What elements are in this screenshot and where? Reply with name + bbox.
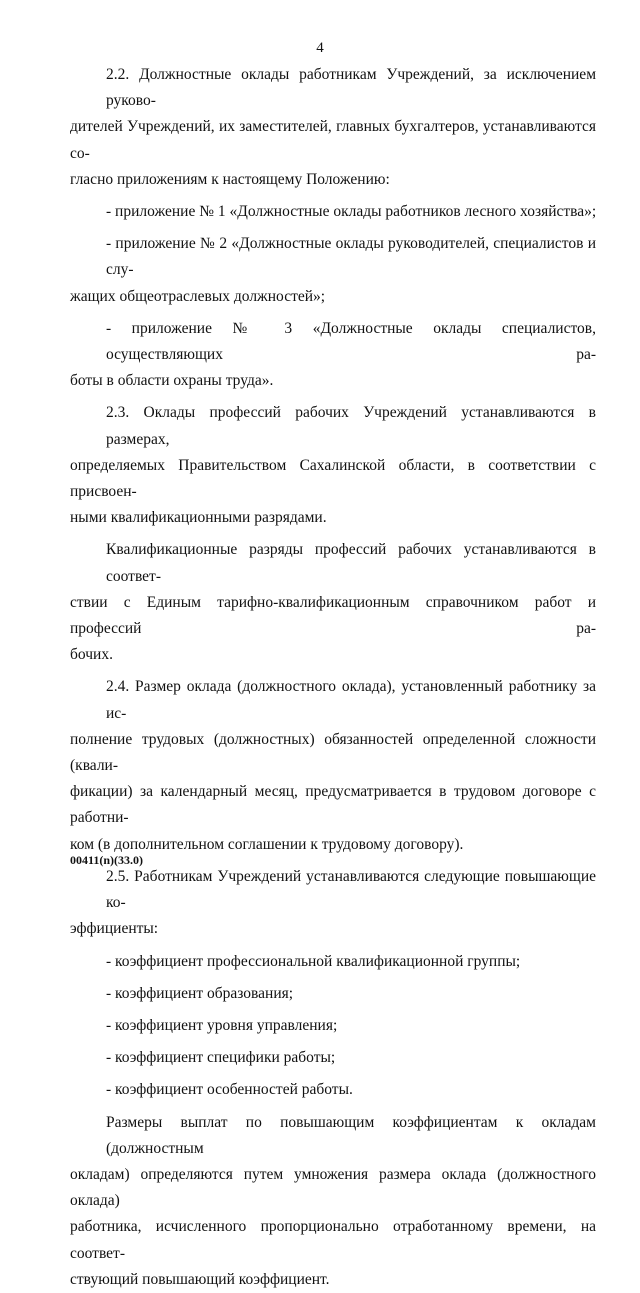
- text-line: ными квалификационными разрядами.: [70, 509, 327, 527]
- text-line: бочих.: [70, 646, 113, 664]
- text-line: - коэффициент уровня управления;: [106, 1016, 338, 1034]
- document-body: [70, 62, 596, 1293]
- text-line: эффициенты:: [70, 920, 159, 938]
- text-line: окладам) определяются путем умножения размера оклада (должностного оклада): [70, 1165, 596, 1210]
- text-line: определяемых Правительством Сахалинской области, в соответствии с присвоен-: [70, 456, 596, 501]
- text-line: дителей Учреждений, их заместителей, главных бухгалтеров, устанавливаются со-: [70, 118, 596, 162]
- text-line: полнение трудовых (должностных) обязанностей определенной сложности (квали-: [70, 730, 596, 775]
- text-line: работника, исчисленного пропорционально отработанному времени, на соответ-: [70, 1218, 596, 1262]
- text-line: ствующий повышающий коэффициент.: [70, 1270, 330, 1288]
- text-line: гласно приложениям к настоящему Положению:: [70, 170, 390, 188]
- text-line: - коэффициент образования;: [106, 984, 294, 1002]
- text-line: ком (в дополнительном соглашении к трудовому договору).: [70, 835, 464, 853]
- text-line: Квалификационные разряды профессий рабочих устанавливаются в соответ-: [106, 541, 596, 585]
- text-line: 2.2. Должностные оклады работникам Учреждений, за исключением руково-: [106, 66, 596, 110]
- text-line: ствии с Единым тарифно-квалификационным справочником работ и профессий ра-: [70, 593, 596, 638]
- text-line: жащих общеотраслевых должностей»;: [70, 287, 326, 305]
- text-line: 2.5. Работникам Учреждений устанавливаются следующие повышающие ко-: [106, 867, 596, 912]
- text-line: 2.4. Размер оклада (должностного оклада), установленный работнику за ис-: [106, 678, 596, 722]
- text-line: боты в области охраны труда».: [70, 372, 274, 390]
- text-line: Размеры выплат по повышающим коэффициентам к окладам (должностным: [106, 1113, 596, 1157]
- text-line: - приложение № 3 «Должностные оклады специалистов, осуществляющих ра-: [106, 319, 596, 364]
- text-line: - коэффициент специфики работы;: [106, 1049, 336, 1067]
- text-line: - коэффициент особенностей работы.: [106, 1081, 353, 1099]
- text-line: 2.3. Оклады профессий рабочих Учреждений устанавливаются в размерах,: [106, 404, 596, 448]
- text-line: - коэффициент профессиональной квалификационной группы;: [106, 952, 521, 970]
- text-line: фикации) за календарный месяц, предусматривается в трудовом договоре с работни-: [70, 783, 596, 827]
- page-number: 4: [316, 40, 324, 56]
- text-line: - приложение № 1 «Должностные оклады работников лесного хозяйства»;: [106, 203, 597, 221]
- text-line: - приложение № 2 «Должностные оклады руководителей, специалистов и слу-: [106, 235, 596, 279]
- document-code: 00411(n)(33.0): [70, 853, 143, 867]
